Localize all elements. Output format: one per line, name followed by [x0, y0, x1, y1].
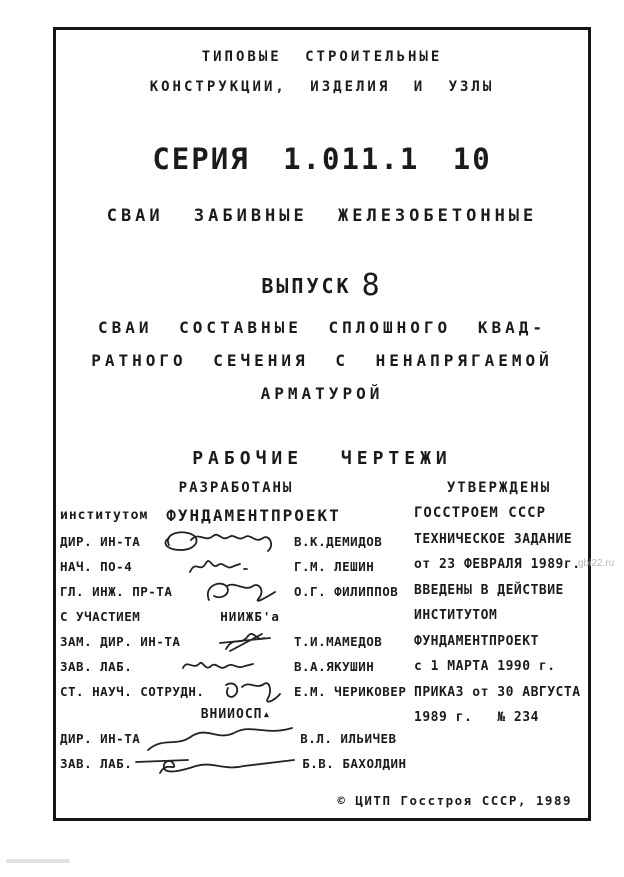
signatory-position: ДИР. ИН-ТА — [60, 731, 141, 746]
approved-line: с 1 МАРТА 1990 г. — [414, 659, 556, 674]
approved-line: ПРИКАЗ от 30 АВГУСТА — [414, 684, 581, 700]
approved-line: 1989 г. № 234 — [414, 710, 539, 725]
drawings-title: РАБОЧИЕ ЧЕРТЕЖИ — [192, 448, 452, 469]
main-subject: СВАИ ЗАБИВНЫЕ ЖЕЛЕЗОБЕТОННЫЕ — [106, 206, 538, 226]
issue-description-line-3: АРМАТУРОЙ — [260, 384, 384, 403]
signature-filippov — [172, 584, 294, 600]
signatory-row — [60, 751, 412, 776]
signatory-name: О.Г. ФИЛИППОВ — [294, 584, 399, 599]
approved-line: ФУНДАМЕНТПРОЕКТ — [414, 633, 539, 649]
signatory-name: В.Л. ИЛЬИЧЕВ — [300, 731, 397, 746]
participation-row — [60, 604, 412, 629]
signature-mamedov — [180, 635, 294, 649]
signature-ilyichev — [140, 730, 300, 748]
issue-number: 8 — [361, 268, 383, 303]
signature-bakholdin — [132, 755, 302, 773]
participation-org: НИИЖБ'а — [220, 609, 280, 624]
watermark-text: gbi22.ru — [578, 558, 615, 569]
issue-description-line-2: РАТНОГО СЕЧЕНИЯ С НЕНАПРЯГАЕМОЙ — [91, 351, 553, 370]
doc-type-line-1: ТИПОВЫЕ СТРОИТЕЛЬНЫЕ — [201, 49, 443, 65]
signatory-position: СТ. НАУЧ. СОТРУДН. — [60, 684, 205, 699]
watermark-bottom-left — [6, 859, 70, 863]
developed-column — [60, 475, 412, 776]
issue-description-line-1: СВАИ СОСТАВНЫЕ СПЛОШНОГО КВАД- — [98, 318, 546, 337]
series-title: СЕРИЯ 1.011.1 10 — [152, 142, 492, 176]
institute-label: институтом — [60, 507, 149, 523]
approved-line: от 23 ФЕВРАЛЯ 1989г. — [414, 557, 581, 572]
doc-type-line-2: КОНСТРУКЦИИ, ИЗДЕЛИЯ И УЗЛЫ — [149, 79, 495, 95]
signatory-position: ЗАВ. ЛАБ. — [60, 756, 133, 771]
signature-leshin — [132, 560, 294, 574]
issue-label: ВЫПУСК — [261, 274, 352, 298]
signatory-name: В.К.ДЕМИДОВ — [294, 534, 383, 549]
signatory-position: ЗАВ. ЛАБ. — [60, 659, 133, 674]
signatory-row — [60, 554, 412, 579]
signatory-name: Т.И.МАМЕДОВ — [294, 634, 383, 649]
document-frame — [53, 27, 591, 821]
signatory-row — [60, 629, 412, 654]
approved-line: ВВЕДЕНЫ В ДЕЙСТВИЕ — [414, 582, 564, 598]
developed-heading: РАЗРАБОТАНЫ — [178, 480, 294, 496]
signatory-row — [60, 529, 412, 554]
signature-demidov — [140, 533, 294, 551]
signatory-position: НАЧ. ПО-4 — [60, 559, 133, 574]
participation-label: С УЧАСТИЕМ — [60, 609, 141, 624]
signatory-row — [60, 654, 412, 679]
signatory-position: ДИР. ИН-ТА — [60, 534, 141, 549]
approved-line: ТЕХНИЧЕСКОЕ ЗАДАНИЕ — [414, 531, 573, 547]
copyright-notice: © ЦИТП Госстроя СССР, 1989 — [337, 793, 572, 808]
signatory-name: Б.В. БАХОЛДИН — [302, 756, 407, 771]
signatory-name: Е.М. ЧЕРИКОВЕР — [294, 684, 407, 699]
signatory-row — [60, 579, 412, 604]
approved-line: ГОССТРОЕМ СССР — [414, 505, 547, 521]
signatory-name: В.А.ЯКУШИН — [294, 659, 375, 674]
approved-heading: УТВЕРЖДЕНЫ — [446, 480, 552, 496]
institute-name: ФУНДАМЕНТПРОЕКТ — [166, 505, 341, 525]
issue-title — [56, 268, 588, 303]
signatory-position: ГЛ. ИНЖ. ПР-ТА — [60, 584, 173, 599]
signatory-row — [60, 726, 412, 751]
approved-line: ИНСТИТУТОМ — [414, 608, 498, 623]
signature-yakushin — [132, 660, 294, 674]
approved-column — [412, 475, 584, 776]
organization-vniiosp: ВНИИОСП▴ — [200, 707, 272, 722]
signatory-row — [60, 679, 412, 704]
signatory-name: Г.М. ЛЕШИН — [294, 559, 375, 574]
signatory-position: ЗАМ. ДИР. ИН-ТА — [60, 634, 181, 649]
signature-cherikover — [204, 683, 294, 701]
